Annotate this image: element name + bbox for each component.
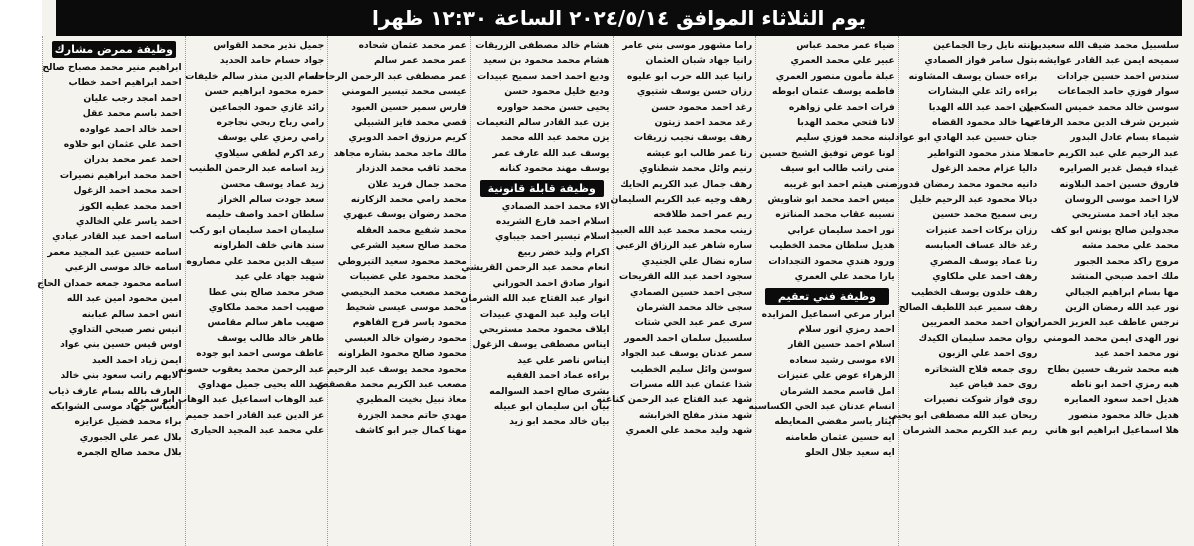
list-item: صهيب احمد محمد ملكاوي	[208, 301, 325, 313]
list-item: نرجس عاطف عبد العزيز الحمران	[1030, 317, 1179, 329]
list-item: سوسن خالد محمد خميس السكحي	[1024, 101, 1179, 113]
list-item: زينب محمد محمد عبد الله العبيد	[610, 224, 753, 236]
list-item: فارس سمير حسين العبود	[351, 101, 467, 113]
list-item: احمد رمزي انور سلام	[798, 323, 895, 335]
list-item: فاطمه يوسف عثمان ابوطه	[772, 86, 895, 98]
list-item: ريم عمر احمد طلافحه	[653, 209, 753, 221]
list-item: محمد علي محمد مشه	[1081, 240, 1179, 252]
list-item: سلسبيل محمد ضيف الله سعيدين	[1030, 40, 1179, 51]
list-item: انسام عدنان عبد الحي الكساسبه	[748, 400, 895, 412]
list-item: هديل سلطان محمد الخطيب	[769, 240, 895, 252]
list-item: ايناس مصطفى يوسف الزغول	[472, 339, 610, 351]
list-item: احمد علي عثمان ابو حلاوه	[63, 139, 182, 151]
list-item: محمد محمود سعيد التيروطي	[337, 255, 467, 267]
list-item: نور الهدى ايمن محمد المومني	[1043, 332, 1179, 344]
list-item: عاطف موسى احمد ابو جوده	[196, 348, 325, 360]
list-item: سلسبيل سلمان احمد العمور	[624, 332, 753, 344]
list-item: نسيبه عقاب محمد المناتزه	[775, 209, 895, 221]
list-item: بشرى صالح احمد السوالمه	[489, 385, 610, 397]
list-item: عبير علي محمد العمري	[790, 55, 895, 67]
list-item: بلال عمر علي الجبوري	[79, 431, 182, 443]
list-item: سلطان احمد واصف حليمه	[205, 209, 325, 221]
column	[460, 36, 613, 546]
list-item: ريم عبد الكريم محمد الشرمان	[902, 425, 1038, 437]
list-item: نور احمد سليمان عرابي	[787, 224, 895, 236]
list-item: حسام الدين منذر سالم خليفات	[185, 70, 325, 82]
list-item: يزن محمد عبد الله محمد	[500, 132, 610, 144]
list-item: ضياء عمر محمد عباس	[796, 40, 895, 51]
list-item: محمد صالح سعيد الشرعي	[350, 240, 467, 252]
list-item: ايلاف محمود محمد مستريحي	[479, 323, 610, 335]
list-item: براءه حسان يوسف المشاونه	[908, 70, 1038, 82]
list-item: وديع خليل محمود حسن	[504, 86, 610, 98]
list-item: اسامه احمد عبد القادر عبادي	[52, 231, 182, 243]
list-item: مجد اياد احمد مستريحي	[1071, 209, 1179, 221]
list-item: محمود ياسر فرج الفاهوم	[352, 317, 467, 329]
name-list	[888, 38, 1038, 439]
list-item: اسامه محمود جمعه حمدان الحاج	[37, 277, 182, 289]
list-item: محمد محمود علي عضيبات	[349, 271, 467, 283]
section-title: وظيفة قابلة قانونية	[480, 180, 604, 197]
list-item: هشام محمد محمود بن سعيد	[483, 55, 610, 67]
list-item: مهدي حاتم محمد الجزرة	[357, 409, 467, 421]
list-item: عبد الله يحيى جميل مهداوي	[198, 378, 325, 390]
list-item: عبلة مأمون منصور العمري	[775, 70, 895, 82]
list-item: ساره شاهر عبد الرزاق الزعبي	[615, 240, 753, 252]
list-item: بانته نايل رجا الجماعين	[933, 40, 1038, 51]
list-item: منى راتب طالب ابو سيف	[780, 163, 895, 175]
list-item: اسلام تيسير احمد جيباوي	[495, 231, 610, 243]
list-item: محمد رضوان يوسف عبهري	[343, 209, 467, 221]
list-item: زيد عماد يوسف محسن	[220, 178, 325, 190]
list-item: هبه رمزي احمد ابو ناطه	[1070, 378, 1179, 390]
list-item: يحيى حسن محمد حواوره	[496, 101, 610, 113]
list-item: براء محمد فضيل عزايزه	[74, 416, 182, 428]
list-item: ملك احمد صبحي المنشد	[1070, 271, 1179, 283]
list-item: مها بسام ابراهيم الجبالي	[1065, 286, 1179, 298]
list-item: ساره نضال علي الجنيدي	[641, 255, 753, 267]
name-list	[748, 307, 895, 461]
list-item: سوسن وائل سليم الخطيب	[630, 363, 753, 375]
list-item: عز الدين عبد القادر احمد جميم	[185, 409, 325, 421]
list-item: روى احمد علي الزبون	[938, 348, 1038, 360]
list-item: رغد محمد احمد زيتون	[654, 117, 753, 129]
list-item: الاء موسى رشيد سعاده	[789, 354, 895, 366]
list-item: اسامه حسين عبد المجيد معمر	[47, 246, 182, 258]
list-item: سندس احمد حسين جرادات	[1056, 70, 1179, 82]
list-item: محمد رامي محمد الزكارنه	[350, 194, 467, 206]
list-item: العارف بالله بسام عارف ذياب	[48, 385, 182, 397]
list-item: الزهراء عوض علي عنيزات	[777, 370, 895, 382]
list-item: صهيب ماهر سالم مقامس	[207, 317, 325, 329]
list-item: هديل احمد سعود العمايره	[1064, 394, 1179, 406]
list-item: رهف احمد علي ملكاوي	[932, 271, 1038, 283]
list-item: هلا اسماعيل ابراهيم ابو هاني	[1045, 425, 1179, 437]
list-item: نور محمد احمد عيد	[1094, 348, 1179, 360]
list-item: سميحه ايمن عبد القادر عوايشه	[1038, 55, 1179, 67]
section-title: وظيفة فني تعقيم	[765, 288, 889, 305]
list-item: روى فواز شوكت نصيرات	[923, 394, 1038, 406]
list-item: نور عبد الله رمضان الزين	[1065, 301, 1179, 313]
section-title: وظيفة ممرض مشارك	[52, 41, 176, 58]
list-item: ايه حسين عثمان طعامنه	[785, 431, 895, 443]
list-item: شهد وليد محمد علي العمري	[625, 425, 753, 437]
list-item: يوسف عبد الله عارف عمر	[492, 147, 610, 159]
columns-container	[37, 36, 1182, 546]
list-item: سجى احمد حسين الصمادي	[629, 286, 753, 298]
list-item: ابرار مرعي اسماعيل المزايده	[761, 308, 895, 320]
list-item: يارا محمد علي العمري	[794, 271, 895, 283]
list-item: فرات احمد علي زواهره	[788, 101, 895, 113]
list-item: اكرام وليد خضر ربيع	[517, 246, 610, 258]
list-item: انوار صادق احمد الحوراني	[492, 277, 610, 289]
list-item: رغد احمد محمود حسن	[651, 101, 753, 113]
list-item: براءه رائد علي البشارات	[928, 86, 1038, 98]
list-item: رنيم وائل محمد شطناوي	[639, 163, 753, 175]
list-item: سجود احمد عبد الله القريحات	[619, 271, 753, 283]
page-margin	[0, 0, 42, 546]
list-item: بتول سامر فواز الصمادي	[924, 55, 1038, 67]
list-item: فاروق حسين احمد البلاونه	[1059, 178, 1179, 190]
list-item: شهيد جهاد علي عيد	[234, 271, 325, 283]
name-list	[1024, 38, 1179, 439]
list-item: مصعب عبد الكريم محمد مقصقص	[316, 378, 467, 390]
list-item: ايه سعيد جلال الحلو	[805, 447, 895, 459]
list-item: ميس احمد محمد ابو شاويش	[767, 194, 895, 206]
list-item: روان محمد سليمان الكيدك	[918, 332, 1038, 344]
list-item: هديل خالد محمود منصور	[1068, 409, 1179, 421]
list-item: شذا عثمان عبد الله مسرات	[629, 378, 753, 390]
list-item: رزان بركات احمد عنيزات	[925, 224, 1038, 236]
list-item: مجدولين صالح يونس ابو كف	[1050, 224, 1179, 236]
list-item: لانا فتحي محمد الهدبا	[797, 117, 895, 129]
column	[309, 36, 470, 546]
list-item: حلا منذر محمود التواطير	[927, 147, 1038, 159]
list-item: تيما خالد محمود القضاه	[932, 117, 1038, 129]
list-item: كريم مرزوق احمد الدويري	[348, 132, 467, 144]
list-item: رزان حسن يوسف شتيوي	[636, 86, 753, 98]
list-item: الاء محمد احمد الصمادي	[501, 200, 610, 212]
list-item: عبد الرحيم علي عبد الكريم حامد	[1033, 147, 1179, 159]
list-item: رانيا عبد الله حرب ابو عليوه	[626, 70, 753, 82]
list-item: يوسف مهند محمود كنانه	[499, 163, 610, 175]
list-item: ديالا محمود عبد الرحيم خليل	[909, 194, 1038, 206]
list-item: رامي رباح ربحي نجاجره	[216, 117, 325, 129]
list-item: احمد امجد رجب عليان	[83, 92, 182, 104]
list-item: احمد عمر محمد بدران	[83, 154, 182, 166]
list-item: جميل نذير محمد القواس	[213, 40, 325, 51]
list-item: احمد محمد احمد الزغول	[73, 185, 182, 197]
list-item: ريحان عبد الله مصطفى ابو يحيى	[888, 409, 1038, 421]
list-item: روى حمد فياض عيد	[949, 378, 1038, 390]
list-item: عيسى محمد تيسير المومني	[341, 86, 467, 98]
list-item: روان احمد محمد العمريين	[921, 317, 1038, 329]
list-item: ربى سميح محمد حسين	[932, 209, 1038, 221]
list-item: محمد موسى عيسى شحيط	[345, 301, 467, 313]
list-item: رنا عمر طالب ابو عيشه	[646, 147, 753, 159]
list-item: احمد خالد احمد عواوده	[79, 123, 182, 135]
list-item: سرى عمر عبد الحي شتات	[634, 317, 753, 329]
list-item: رامي رمزي علي يوسف	[217, 132, 325, 144]
list-item: انيس نصر صبحي التداوي	[68, 323, 182, 335]
list-item: رهف سمير عبد اللطيف الصالح	[898, 301, 1038, 313]
list-item: سعد جودت سالم الخراز	[218, 194, 325, 206]
list-item: ايات وليد عبد المهدي عبيدات	[479, 308, 610, 320]
list-item: راما مشهور موسى بني عامر	[622, 40, 753, 51]
list-item: علي محمد عبد المجيد الحيارى	[190, 425, 325, 437]
list-item: غيداء فيصل غدير الصرايره	[1059, 163, 1179, 175]
list-item: وديع احمد احمد سميح عبيدات	[477, 70, 610, 82]
list-item: محمد شفيع محمد العقله	[356, 224, 467, 236]
list-item: انس احمد سالم عبابنه	[81, 308, 182, 320]
list-item: لارا احمد موسى الروسان	[1064, 194, 1179, 206]
list-item: سوار فوزي حامد الجماعات	[1057, 86, 1179, 98]
list-item: احمد باسم محمد عقل	[82, 108, 182, 120]
list-item: انوار عبد الفتاح عبد الله الشرمان	[460, 293, 610, 305]
name-list	[474, 38, 610, 177]
name-list	[309, 38, 467, 439]
list-item: سليمان احمد سليمان ابو ركب	[189, 224, 325, 236]
list-item: العباس جهاد موسى الشوابكه	[50, 400, 182, 412]
list-item: جنان حسين عبد الهادي ابو عواد	[894, 132, 1038, 144]
list-item: ايناس ناصر علي عيد	[517, 354, 610, 366]
list-item: هشام خالد مصطفى الزريقات	[475, 40, 610, 51]
list-item: احمد محمد ابراهيم نصيرات	[59, 169, 182, 181]
list-item: امين محمود امين عبد الله	[66, 293, 182, 305]
column	[1024, 36, 1182, 546]
list-item: شيماء بسام عادل البدور	[1070, 132, 1179, 144]
list-item: ورود هندي محمود التجدادات	[768, 255, 895, 267]
list-item: رهف وجيه عبد الكريم السليمان	[610, 194, 753, 206]
list-item: رهف يوسف نجيب زريقات	[633, 132, 753, 144]
list-item: روى جمعه فلاح الشخاتره	[924, 363, 1038, 375]
list-item: رهف جمال عبد الكريم الحايك	[620, 178, 753, 190]
name-list	[37, 60, 182, 461]
column	[37, 36, 185, 546]
list-item: احمد ياسر علي الخالدي	[75, 216, 182, 228]
list-item: شهد عبد الفتاح عبد الرحمن كناعنه	[596, 394, 753, 406]
list-item: عبد الرحمن محمد يعقوب حسونه	[177, 363, 325, 375]
list-item: محمود صالح محمود الطراونه	[337, 348, 467, 360]
list-item: اسلام احمد حسين القار	[788, 339, 895, 351]
list-item: عمر محمد عمر سالم	[374, 55, 467, 67]
list-item: احمد ابراهيم احمد خطاب	[68, 77, 182, 89]
list-item: مالك ماجد محمد بشاره مجاهد	[333, 147, 467, 159]
list-item: اسلام احمد فارع الشريده	[495, 216, 610, 228]
list-item: ابراهيم منير محمد مصباح صالح	[42, 62, 182, 73]
list-item: طاهر خالد طالب يوسف	[217, 332, 325, 344]
list-item: مهنا كمال جبر ابو كاشف	[354, 425, 467, 437]
list-item: ايثار ياسر مفضي المعايطه	[774, 416, 895, 428]
list-item: رعد اكرم لطفي سيلاوي	[214, 147, 325, 159]
list-item: بلال محمد صالح الجمره	[76, 447, 182, 459]
name-list	[759, 38, 895, 285]
list-item: بيان ابن سليمان ابو عبيله	[493, 400, 610, 412]
list-item: سجى خالد محمد الشرمان	[636, 301, 753, 313]
column	[888, 36, 1041, 546]
list-item: بيان خالد محمد ابو زيد	[509, 416, 610, 428]
list-item: شيرين شرف الدين محمد الرفاعي	[1025, 117, 1179, 129]
page-title: يوم الثلاثاء الموافق ٢٠٢٤/٥/١٤ الساعة ١٢:٣٠ ظهرا	[56, 0, 1182, 36]
list-item: شهد منذر مفلح الخرابشه	[638, 409, 753, 421]
list-item: منى هيثم احمد ابو غريبه	[783, 178, 895, 190]
list-item: حمزه محمود ابراهيم حسن	[204, 86, 325, 98]
list-item: براءه عماد احمد الفقيه	[506, 370, 610, 382]
list-item: اوس قيس حسين بني عواد	[60, 339, 182, 351]
list-item: عبد الوهاب اسماعيل عبد الوهاب ابو سمره	[132, 394, 325, 406]
column	[748, 36, 898, 546]
list-item: محمود محمد يوسف عبد الرحيم	[326, 363, 467, 375]
list-item: انعام محمد عبد الرحمن القريشي	[461, 262, 610, 274]
list-item: رائد غازي حمود الجماعين	[209, 101, 325, 113]
list-item: محمد جمال فريد علان	[367, 178, 467, 190]
list-item: بيان احمد عبد الله الهدبا	[928, 101, 1038, 113]
list-item: هبه محمد شريف حسين بطاح	[1047, 363, 1179, 375]
list-item: محمود رضوان خالد العبسي	[344, 332, 467, 344]
list-item: احمد محمد عطيه الكوز	[79, 200, 182, 212]
list-item: اسامه خالد موسى الزعبي	[64, 262, 182, 274]
list-item: صخر محمد صالح بني عطا	[208, 286, 325, 298]
list-item: زيد اسامه عبد الرحمن الطنيب	[189, 163, 325, 175]
list-item: لبنه محمد فوزي سليم	[795, 132, 895, 144]
list-item: عمر محمد عثمان شحاده	[358, 40, 467, 51]
list-item: امل قاسم محمد الشرمان	[779, 385, 895, 397]
list-item: سيف الدين محمد علي مصاروه	[186, 255, 325, 267]
list-item: الايهم راتب سعود بني خالد	[60, 370, 182, 382]
name-list	[596, 38, 753, 439]
list-item: عمر مصطفى عبد الرحمن الرحاحله	[309, 70, 467, 82]
list-item: معاذ نبيل بخيت المطيري	[355, 394, 467, 406]
list-item: رانيا جهاد شبان العثمان	[645, 55, 753, 67]
list-item: سمر عدنان يوسف عبد الجواد	[620, 348, 753, 360]
list-item: سند هاني خلف الطراونه	[213, 240, 325, 252]
list-item: مروج راكد محمد الجبور	[1074, 255, 1179, 267]
list-item: رهف خلدون يوسف الخطيب	[911, 286, 1038, 298]
list-item: قصي محمد فايز الشبيلي	[354, 117, 467, 129]
column	[596, 36, 756, 546]
list-item: رغد خالد عساف العبابسه	[924, 240, 1038, 252]
list-item: ايمن زياد احمد العبد	[92, 354, 182, 366]
name-list	[460, 199, 610, 430]
list-item: محمد ثاقب محمد الدزدار	[356, 163, 467, 175]
list-item: دانيه محمود محمد رمضان قدوره	[892, 178, 1038, 190]
list-item: داليا عزام محمد الزغول	[931, 163, 1038, 175]
list-item: يزن عبد القادر سالم التعيمات	[476, 117, 610, 129]
list-item: لونا عوض توفيق الشيخ حسين	[759, 147, 895, 159]
list-item: محمد مصعب محمد البحيصي	[341, 286, 467, 298]
list-item: رنا عماد يوسف المصري	[929, 255, 1038, 267]
list-item: جواد حسام حامد الحديد	[219, 55, 325, 67]
